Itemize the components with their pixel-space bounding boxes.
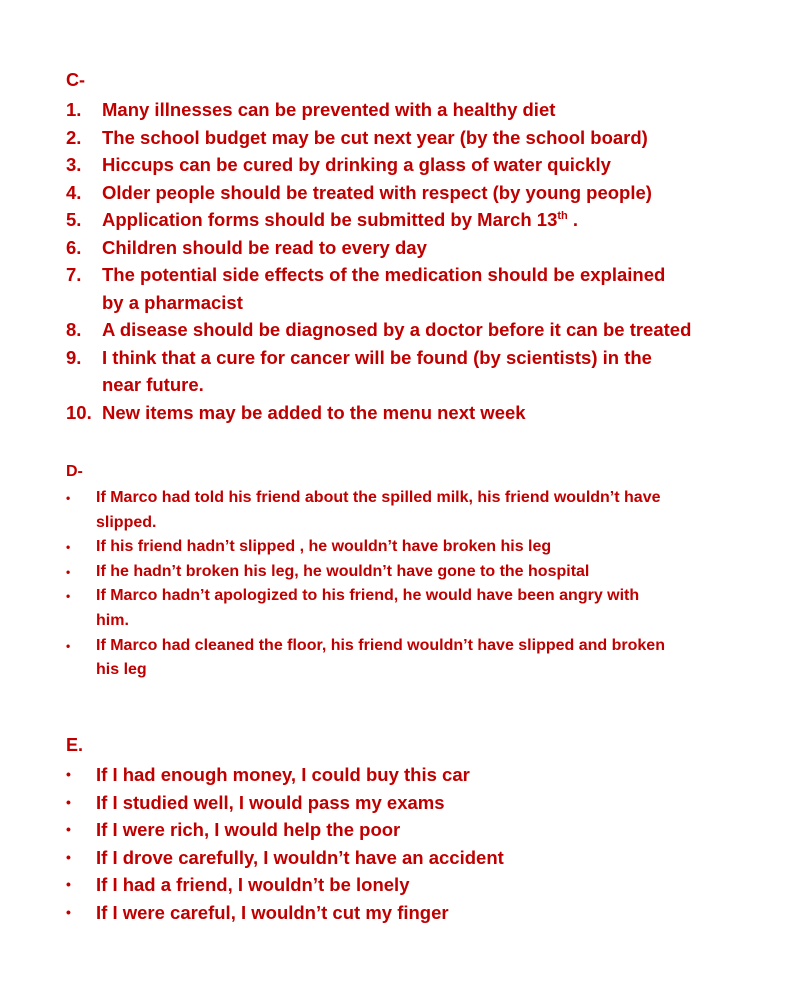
item-text: If he hadn’t broken his leg, he wouldn’t have gone to the hospital [96,562,590,580]
section-e-list [66,761,766,927]
item-text: I think that a cure for cancer will be found (by scientists) in the near future. [102,346,652,395]
section-d-heading: D- [66,463,83,480]
item-number: 9. [66,346,82,368]
item-text: Children should be read to every day [102,236,427,258]
item-text: If Marco had told his friend about the spilled milk, his friend wouldn’t have slipped. [96,489,661,531]
list-item [66,486,766,535]
list-item [66,234,786,262]
item-text: If I studied well, I would pass my exams [96,791,445,813]
bullet-icon: • [66,540,71,555]
item-text: If I had enough money, I could buy this car [96,764,470,785]
list-item [66,899,766,927]
bullet-icon: • [66,848,71,865]
item-text: If Marco hadn’t apologized to his friend, he would have been angry with him. [96,587,640,629]
list-item [66,789,766,817]
item-text: If I drove carefully, I wouldn’t have an accident [96,846,504,868]
item-text: The potential side effects of the medication should be explained by a pharmacist [102,264,666,313]
bullet-icon: • [66,491,71,505]
superscript: th [557,210,568,222]
item-number: 2. [66,126,82,148]
item-text: Many illnesses can be prevented with a healthy diet [102,99,556,120]
item-number: 1. [66,99,82,120]
item-text: New items may be added to the menu next week [102,401,526,423]
item-number: 3. [66,154,82,175]
section-d-list [66,486,766,683]
list-item [66,261,786,316]
list-item [66,399,786,427]
list-item [66,871,766,899]
section-c-heading: C- [66,70,85,90]
bullet-icon: • [66,564,71,579]
item-text: Application forms should be submitted by March 13th . [102,209,579,230]
item-text: Older people should be treated with respect (by young people) [102,181,652,203]
item-text: If I had a friend, I wouldn’t be lonely [96,874,410,896]
item-text: If I were rich, I would help the poor [96,819,401,841]
bullet-icon: • [66,821,71,838]
item-text: Hiccups can be cured by drinking a glass of water quickly [102,154,611,175]
bullet-icon: • [66,766,71,782]
list-item [66,584,766,633]
list-item [66,206,786,234]
section-c-list [66,96,786,426]
item-text: The school budget may be cut next year (by the school board) [102,126,648,148]
bullet-icon: • [66,876,71,893]
bullet-icon: • [66,903,71,920]
list-item [66,316,786,344]
list-item [66,535,766,560]
bullet-icon: • [66,793,71,810]
list-item [66,96,786,124]
item-number: 7. [66,264,82,285]
item-number: 4. [66,181,82,203]
bullet-icon: • [66,589,71,604]
item-text: If his friend hadn’t slipped , he wouldn’t have broken his leg [96,538,552,556]
item-number: 10. [66,401,92,423]
list-item [66,179,786,207]
list-item [66,344,786,399]
item-number: 5. [66,209,82,230]
list-item [66,151,786,179]
list-item [66,634,766,683]
item-text: If I were careful, I wouldn’t cut my finger [96,901,449,923]
bullet-icon: • [66,638,71,653]
list-item [66,816,766,844]
item-number: 6. [66,236,82,258]
list-item [66,560,766,585]
list-item [66,761,766,789]
item-text: If Marco had cleaned the floor, his friend wouldn’t have slipped and broken his leg [96,636,665,679]
list-item [66,844,766,872]
item-number: 8. [66,319,82,340]
section-e-heading: E. [66,735,84,755]
list-item [66,124,786,152]
item-text: A disease should be diagnosed by a doctor before it can be treated [102,319,692,340]
